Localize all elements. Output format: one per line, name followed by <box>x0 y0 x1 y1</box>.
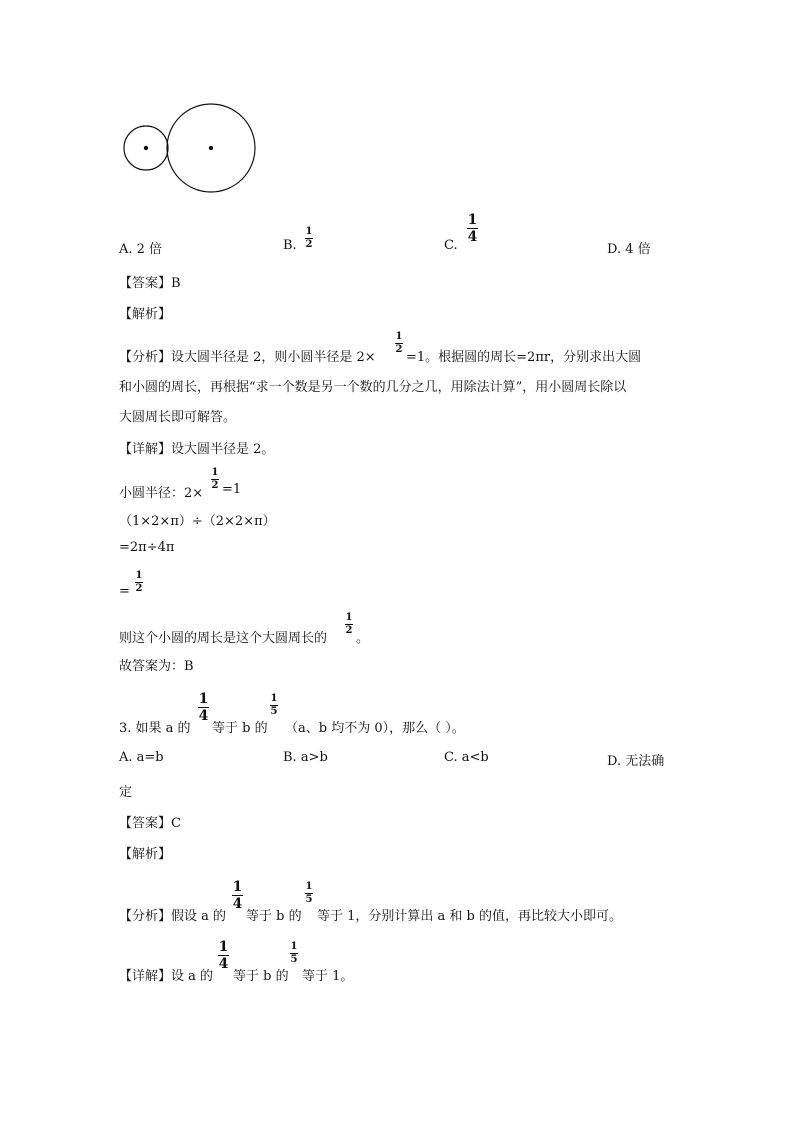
analysis-line-1b: =1。根据圆的周长=2πr，分别求出大圆 <box>406 350 642 365</box>
analysis-heading: 【解析】 <box>119 307 172 322</box>
small-circle-center <box>144 146 148 150</box>
large-circle-center <box>209 146 213 150</box>
option-c-label: C. <box>444 238 458 253</box>
q3-option-d: D. 无法确 <box>607 754 665 769</box>
q3-option-b: B. a>b <box>283 750 328 765</box>
option-b-fraction <box>305 227 313 250</box>
option-c-fraction <box>467 213 478 244</box>
denominator: 4 <box>467 229 478 246</box>
detail-conclusion-a: 则这个小圆的周长是这个大圆周长的 <box>119 631 328 646</box>
q3-analysis-fraction-fifth <box>305 882 313 905</box>
option-b-label: B. <box>283 238 297 253</box>
q3-detail-b: 等于 b 的 <box>233 969 289 984</box>
detail-conclusion-b: 。 <box>356 631 370 646</box>
numerator: 1 <box>198 691 209 707</box>
numerator: 1 <box>345 612 353 623</box>
detail-expression-3: = <box>119 584 130 599</box>
detail-result-fraction <box>135 571 143 594</box>
denominator: 4 <box>232 896 243 913</box>
q3-fraction-quarter <box>198 692 209 723</box>
denominator: 2 <box>305 239 313 251</box>
denominator: 4 <box>218 956 229 973</box>
numerator: 1 <box>270 693 278 704</box>
denominator: 5 <box>270 706 278 718</box>
detail-expression-2: =2π÷4π <box>119 540 175 555</box>
numerator: 1 <box>211 467 219 478</box>
numerator: 1 <box>305 226 313 237</box>
detail-radius-b: =1 <box>222 482 242 497</box>
q3-text-c: （a、b 均不为 0），那么（ ）。 <box>285 721 465 736</box>
denominator: 5 <box>305 894 313 906</box>
analysis-line-1a: 【分析】设大圆半径是 2，则小圆半径是 2× <box>119 350 376 365</box>
analysis-line-2: 和小圆的周长，再根据“求一个数是另一个数的几分之几，用除法计算”，用小圆周长除以 <box>119 380 627 395</box>
denominator: 2 <box>135 583 143 595</box>
q3-detail-a: 【详解】设 a 的 <box>119 969 214 984</box>
denominator: 4 <box>198 708 209 725</box>
denominator: 2 <box>395 344 403 356</box>
answer-label: 【答案】B <box>119 276 181 291</box>
q3-detail-fraction-fifth <box>290 942 298 965</box>
q3-analysis-c: 等于 1，分别计算出 a 和 b 的值，再比较大小即可。 <box>317 909 623 924</box>
detail-radius-a: 小圆半径：2× <box>119 486 204 501</box>
numerator: 1 <box>395 331 403 342</box>
final-answer: 故答案为：B <box>119 659 194 674</box>
numerator: 1 <box>290 941 298 952</box>
option-a: A. 2 倍 <box>119 242 163 257</box>
q3-analysis-a: 【分析】假设 a 的 <box>119 909 227 924</box>
q3-option-a: A. a=b <box>119 750 164 765</box>
q3-detail-c: 等于 1。 <box>302 969 354 984</box>
detail-radius-fraction <box>211 468 219 491</box>
detail-expression-1: （1×2×π）÷（2×2×π） <box>119 514 276 529</box>
denominator: 2 <box>211 480 219 492</box>
q3-text-b: 等于 b 的 <box>212 721 268 736</box>
q3-text-a: 3. 如果 a 的 <box>119 721 191 736</box>
numerator: 1 <box>305 881 313 892</box>
detail-conclusion-fraction <box>345 613 353 636</box>
q3-answer-label: 【答案】C <box>119 816 181 831</box>
numerator: 1 <box>218 939 229 955</box>
numerator: 1 <box>467 212 478 228</box>
q3-analysis-fraction-quarter <box>232 880 243 911</box>
circles-figure <box>118 100 263 196</box>
denominator: 5 <box>290 954 298 966</box>
numerator: 1 <box>135 570 143 581</box>
q3-analysis-heading: 【解析】 <box>119 847 172 862</box>
q3-analysis-b: 等于 b 的 <box>246 909 302 924</box>
numerator: 1 <box>232 879 243 895</box>
q3-option-d-wrap: 定 <box>119 785 133 800</box>
analysis-fraction-half <box>395 332 403 355</box>
denominator: 2 <box>345 625 353 637</box>
option-d: D. 4 倍 <box>607 242 651 257</box>
detail-heading: 【详解】设大圆半径是 2。 <box>119 442 275 457</box>
q3-option-c: C. a<b <box>444 750 489 765</box>
analysis-line-3: 大圆周长即可解答。 <box>119 410 237 425</box>
q3-fraction-fifth <box>270 694 278 717</box>
q3-detail-fraction-quarter <box>218 940 229 971</box>
